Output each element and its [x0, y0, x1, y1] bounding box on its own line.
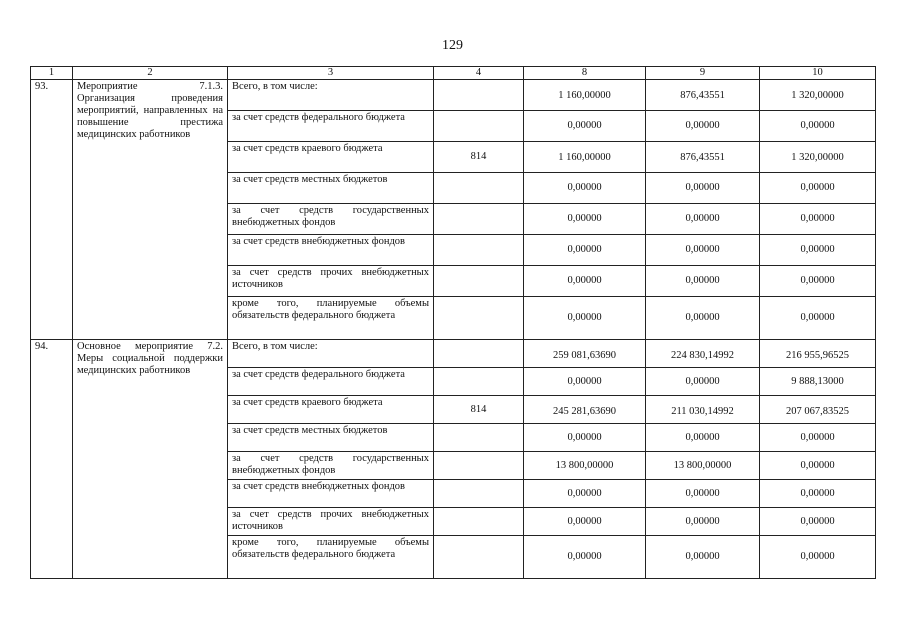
- value-col-8: 0,00000: [524, 173, 646, 204]
- value-col-10: 0,00000: [760, 536, 876, 579]
- item-number: 93.: [31, 80, 73, 340]
- column-header: 10: [760, 67, 876, 80]
- item-name: Основное мероприятие 7.2. Меры социальной поддержки медицинских работников: [73, 340, 228, 579]
- funding-source: за счет средств внебюджетных фондов: [228, 480, 434, 508]
- value-col-9: 0,00000: [646, 266, 760, 297]
- value-col-10: 0,00000: [760, 297, 876, 340]
- budget-code: [434, 480, 524, 508]
- funding-source: за счет средств федерального бюджета: [228, 111, 434, 142]
- value-col-10: 0,00000: [760, 266, 876, 297]
- value-col-9: 0,00000: [646, 480, 760, 508]
- funding-source: за счет средств федерального бюджета: [228, 368, 434, 396]
- value-col-8: 13 800,00000: [524, 452, 646, 480]
- value-col-9: 876,43551: [646, 80, 760, 111]
- value-col-8: 0,00000: [524, 480, 646, 508]
- value-col-9: 0,00000: [646, 368, 760, 396]
- value-col-9: 0,00000: [646, 173, 760, 204]
- value-col-8: 1 160,00000: [524, 142, 646, 173]
- table-row: [31, 340, 876, 368]
- funding-source: за счет средств местных бюджетов: [228, 173, 434, 204]
- funding-source: Всего, в том числе:: [228, 80, 434, 111]
- value-col-10: 0,00000: [760, 204, 876, 235]
- budget-code: [434, 340, 524, 368]
- value-col-10: 216 955,96525: [760, 340, 876, 368]
- value-col-8: 259 081,63690: [524, 340, 646, 368]
- value-col-8: 0,00000: [524, 266, 646, 297]
- funding-source: за счет средств государственных внебюджетных фондов: [228, 204, 434, 235]
- budget-code: [434, 508, 524, 536]
- budget-code: 814: [434, 396, 524, 424]
- funding-source: за счет средств государственных внебюджетных фондов: [228, 452, 434, 480]
- table-row: [31, 80, 876, 111]
- column-header: 3: [228, 67, 434, 80]
- value-col-9: 876,43551: [646, 142, 760, 173]
- budget-code: [434, 204, 524, 235]
- value-col-8: 1 160,00000: [524, 80, 646, 111]
- funding-source: кроме того, планируемые объемы обязательств федерального бюджета: [228, 297, 434, 340]
- budget-code: [434, 297, 524, 340]
- column-header: 9: [646, 67, 760, 80]
- value-col-8: 0,00000: [524, 508, 646, 536]
- value-col-10: 1 320,00000: [760, 142, 876, 173]
- value-col-10: 0,00000: [760, 235, 876, 266]
- value-col-9: 0,00000: [646, 204, 760, 235]
- funding-source: за счет средств прочих внебюджетных источников: [228, 508, 434, 536]
- funding-source: Всего, в том числе:: [228, 340, 434, 368]
- value-col-9: 0,00000: [646, 536, 760, 579]
- item-number: 94.: [31, 340, 73, 579]
- budget-code: [434, 266, 524, 297]
- budget-table: [30, 66, 876, 579]
- value-col-9: 0,00000: [646, 235, 760, 266]
- value-col-10: 1 320,00000: [760, 80, 876, 111]
- value-col-9: 211 030,14992: [646, 396, 760, 424]
- value-col-8: 0,00000: [524, 297, 646, 340]
- value-col-8: 0,00000: [524, 368, 646, 396]
- value-col-9: 0,00000: [646, 297, 760, 340]
- item-name: Мероприятие 7.1.3. Организация проведения мероприятий, направленных на повышение престижа медицинских работников: [73, 80, 228, 340]
- budget-code: [434, 80, 524, 111]
- value-col-8: 0,00000: [524, 235, 646, 266]
- funding-source: за счет средств краевого бюджета: [228, 142, 434, 173]
- funding-source: за счет средств краевого бюджета: [228, 396, 434, 424]
- value-col-9: 0,00000: [646, 111, 760, 142]
- budget-code: [434, 536, 524, 579]
- value-col-8: 0,00000: [524, 111, 646, 142]
- column-header: 8: [524, 67, 646, 80]
- value-col-8: 0,00000: [524, 424, 646, 452]
- budget-code: [434, 173, 524, 204]
- budget-code: [434, 452, 524, 480]
- funding-source: за счет средств прочих внебюджетных источников: [228, 266, 434, 297]
- funding-source: за счет средств внебюджетных фондов: [228, 235, 434, 266]
- column-header: 2: [73, 67, 228, 80]
- value-col-10: 0,00000: [760, 452, 876, 480]
- funding-source: кроме того, планируемые объемы обязательств федерального бюджета: [228, 536, 434, 579]
- header-row: [31, 67, 876, 80]
- value-col-8: 0,00000: [524, 536, 646, 579]
- value-col-10: 207 067,83525: [760, 396, 876, 424]
- budget-code: [434, 111, 524, 142]
- budget-code: 814: [434, 142, 524, 173]
- value-col-10: 0,00000: [760, 424, 876, 452]
- value-col-10: 0,00000: [760, 173, 876, 204]
- value-col-9: 224 830,14992: [646, 340, 760, 368]
- budget-code: [434, 368, 524, 396]
- value-col-9: 0,00000: [646, 508, 760, 536]
- budget-code: [434, 235, 524, 266]
- budget-code: [434, 424, 524, 452]
- column-header: 4: [434, 67, 524, 80]
- value-col-9: 13 800,00000: [646, 452, 760, 480]
- column-header: 1: [31, 67, 73, 80]
- value-col-10: 0,00000: [760, 480, 876, 508]
- value-col-10: 0,00000: [760, 508, 876, 536]
- value-col-8: 245 281,63690: [524, 396, 646, 424]
- value-col-10: 0,00000: [760, 111, 876, 142]
- funding-source: за счет средств местных бюджетов: [228, 424, 434, 452]
- value-col-10: 9 888,13000: [760, 368, 876, 396]
- value-col-9: 0,00000: [646, 424, 760, 452]
- value-col-8: 0,00000: [524, 204, 646, 235]
- page-number: 129: [442, 38, 463, 53]
